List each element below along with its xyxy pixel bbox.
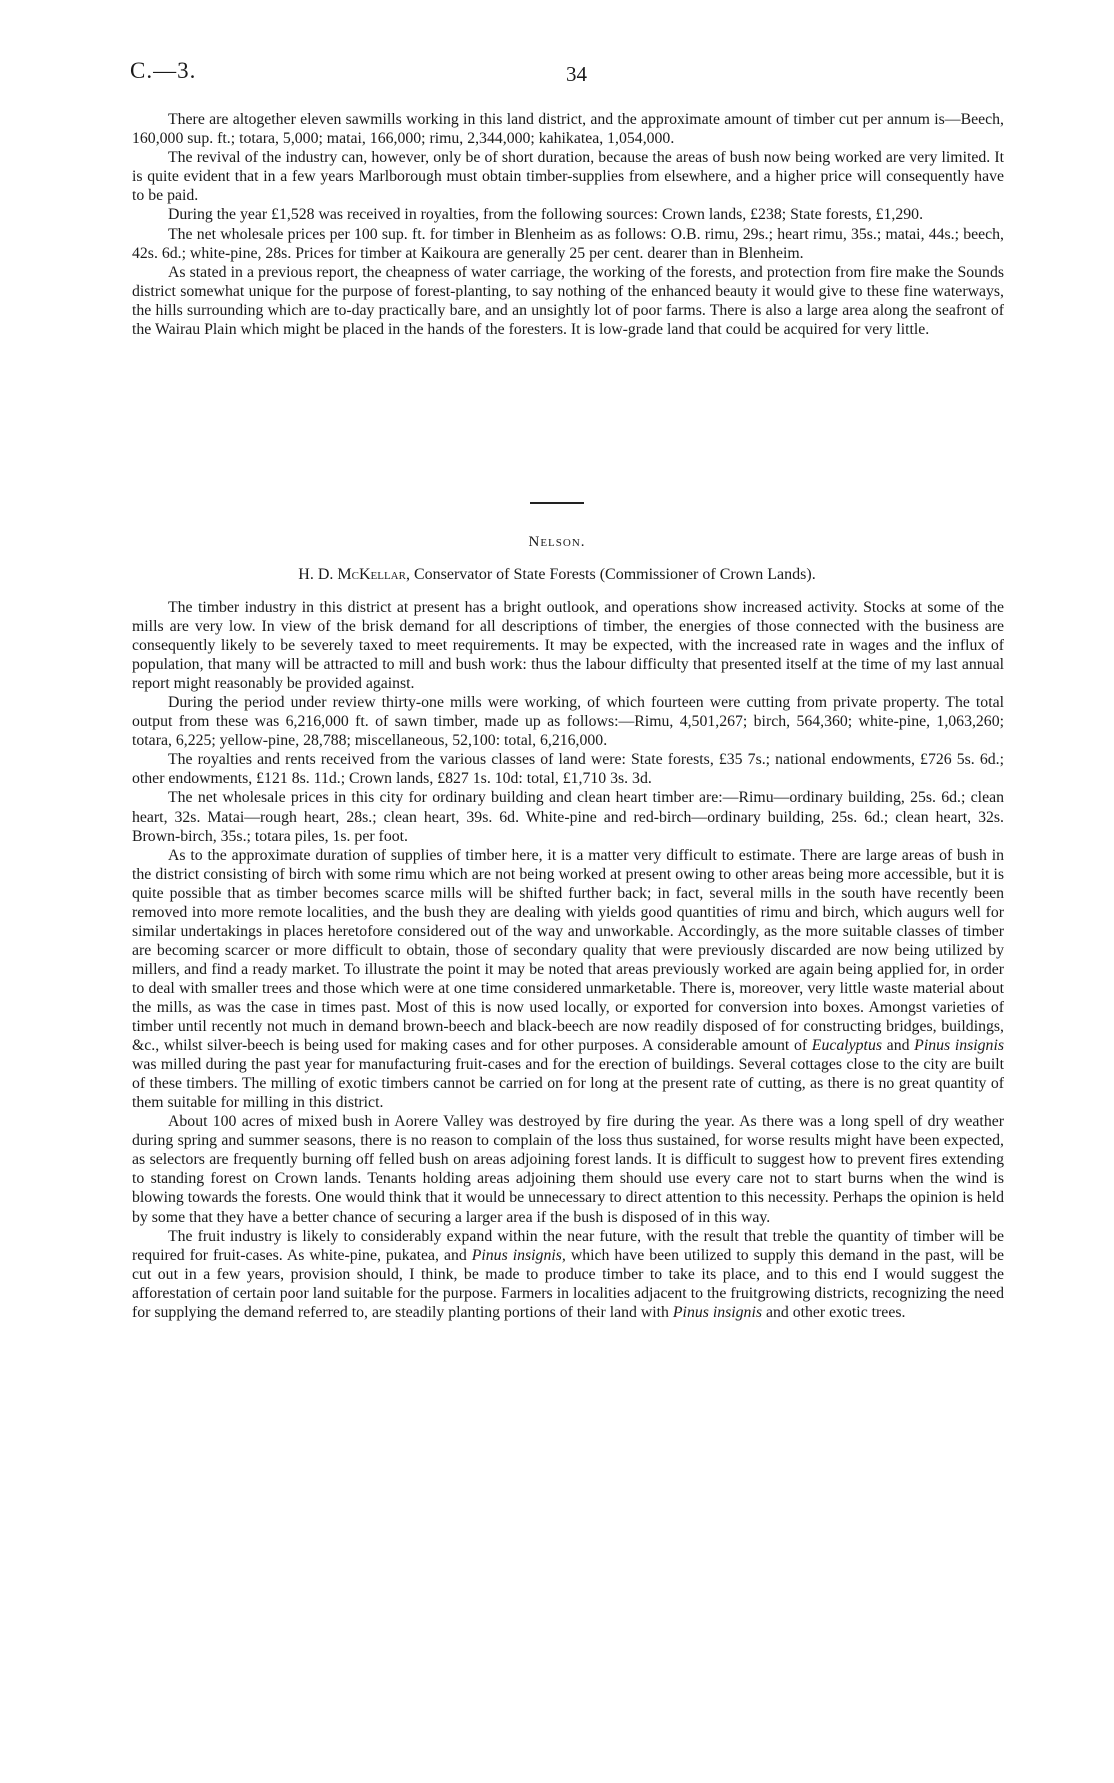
marlborough-section-body [132, 110, 1004, 339]
species-name: Eucalyptus [811, 1037, 882, 1055]
species-name: Pinus insignis [672, 1303, 762, 1321]
paragraph-text: and [882, 1037, 915, 1055]
paragraph-text: which have been utilized to supply this demand in the past, will be cut out in a few years, provision should, I think, be made to produce timber to take its place, and to this end I would suggest the afforestation of certain poor land suitable for the purpose. Farmers in localities adjacent to the fruitgrowing districts, recognizing the need for supplying the demand referred to, are steadily planting portions of their land with [132, 1246, 1004, 1321]
document-reference: C.—3. [130, 58, 197, 83]
section-divider [530, 502, 584, 504]
section-byline [0, 566, 1114, 584]
paragraph: The timber industry in this district at present has a bright outlook, and operations show increased activity. Stocks at some of the mills are very low. In view of the brisk demand for all descriptions of timber, the energies of those connected with the business are consequently likely to be severely taxed to meet requirements. It may be expected, with the increased rate in wages and the influx of population, that many will be attracted to mill and bush work: thus the labour difficulty that presented itself at the time of my last annual report might reasonably be provided against. [132, 599, 1004, 693]
paragraph-text: A considerable amount of [638, 1037, 812, 1055]
paragraph: The net wholesale prices per 100 sup. ft. for timber in Blenheim as as follows: O.B. rimu, 29s.; heart rimu, 35s.; matai, 44s.; beech, 42s. 6d.; white-pine, 28s. Prices for timber at Kaikoura are generally 25 per cent. dearer than in Blenheim. [132, 225, 1004, 262]
paragraph: About 100 acres of mixed bush in Aorere Valley was destroyed by fire during the year. As there was a long spell of dry weather during spring and summer seasons, there is no reason to complain of the loss thus sustained, for worse results might have been expected, as selectors are frequently burning off felled bush on areas adjoining forest lands. It is difficult to suggest how to prevent fires extending to standing forest on Crown lands. Tenants holding areas adjoining them should use every care not to start burns when the wind is blowing towards the forests. One would think that it would be unnecessary to direct attention to this necessity. Perhaps the opinion is held by some that they have a better chance of securing a larger area if the bush is disposed of in this way. [132, 1113, 1004, 1226]
paragraph [132, 1227, 1004, 1322]
paragraph: The revival of the industry can, however, only be of short duration, because the areas of bush now being worked are very limited. It is quite evident that in a few years Marlborough must obtain timber-supplies from elsewhere, and a higher price will consequently have to be paid. [132, 149, 1004, 205]
paragraph-text: The fruit industry is likely to considerably expand within the near future, with the result that treble the quantity of timber will be required for fruit-cases. As white-pine, pukatea, and [132, 1227, 1004, 1264]
byline-role: Conservator of State Forests (Commissioner of Crown Lands). [409, 566, 816, 583]
paragraph: The royalties and rents received from the various classes of land were: State forests, £35 7s.; national endowments, £726 5s. 6d.; other endowments, £121 8s. 11d.; Crown lands, £827 1s. 10d: total, £1,710 3s. 3d. [132, 751, 1004, 788]
paragraph: During the year £1,528 was received in royalties, from the following sources: Crown lands, £238; State forests, £1,290. [168, 206, 924, 224]
paragraph-text: As to the approximate duration of supplies of timber here, it is a matter very difficult to estimate. There are large areas of bush in the district consisting of birch with some rimu which are not being worked at present owing to other areas being more accessible, but it is quite possible that as timber becomes scarce mills will be shifted further back; in fact, several mills in the south have recently been removed into more remote localities, and the bush they are dealing with yields good quantities of rimu and birch, which augurs well for similar undertakings in places heretofore considered out of the way and unworkable. Accordingly, as the more suitable classes of timber are becoming scarcer or more difficult to obtain, those of secondary quality that were previously discarded are now being utilized by millers, and find a ready market. To illustrate the point it may be noted that areas previously worked are again being applied for, in order to deal with smaller trees and those which were at one time considered unmarketable. There is, moreover, very little waste material about the mills, as was the case in times past. Most of this is now used locally, or exported for conversion into boxes. Amongst varieties of timber until recently not much in demand brown-beech and black-beech are now readily disposed of for constructing bridges, buildings, &c., whilst silver-beech is being used for making cases and for other purposes. [132, 846, 1004, 1055]
byline-name: H. D. McKellar, [298, 566, 410, 583]
paragraph: The net wholesale prices in this city for ordinary building and clean heart timber are:—Rimu—ordinary building, 25s. 6d.; clean heart, 32s. Matai—rough heart, 28s.; clean heart, 39s. 6d. White-pine and red-birch—ordinary building, 25s. 6d.; clean heart, 32s. Brown-birch, 35s.; totara piles, 1s. per foot. [132, 789, 1004, 845]
paragraph-text: and other exotic trees. [762, 1303, 906, 1321]
paragraph [132, 846, 1004, 1113]
page-number: 34 [566, 62, 587, 86]
paragraph: There are altogether eleven sawmills working in this land district, and the approximate amount of timber cut per annum is—Beech, 160,000 sup. ft.; totara, 5,000; matai, 166,000; rimu, 2,344,000; kahikatea, 1,054,000. [132, 111, 1004, 148]
species-name: Pinus insignis [914, 1037, 1004, 1055]
paragraph: During the period under review thirty-one mills were working, of which fourteen were cutting from private property. The total output from these was 6,216,000 ft. of sawn timber, made up as follows:—Rimu, 4,501,267; birch, 564,360; white-pine, 1,063,260; totara, 6,225; yellow-pine, 28,788; miscellaneous, 52,100: total, 6,216,000. [132, 694, 1004, 750]
nelson-section-body [132, 598, 1004, 1322]
section-title: Nelson. [528, 534, 586, 550]
species-name: Pinus insignis, [471, 1246, 566, 1264]
paragraph: As stated in a previous report, the cheapness of water carriage, the working of the forests, and protection from fire make the Sounds district somewhat unique for the purpose of forest-planting, to say nothing of the enhanced beauty it would give to these fine waterways, the hills surrounding which are to-day practically bare, and an unsightly lot of poor farms. There is also a large area along the seafront of the Wairau Plain which might be placed in the hands of the foresters. It is low-grade land that could be acquired for very little. [132, 263, 1004, 339]
paragraph-text: was milled during the past year for manufacturing fruit-cases and for the erection of buildings. Several cottages close to the city are built of these timbers. The milling of exotic timbers cannot be carried on for long at the present rate of cutting, as there is no great quantity of them suitable for milling in this district. [132, 1056, 1004, 1112]
